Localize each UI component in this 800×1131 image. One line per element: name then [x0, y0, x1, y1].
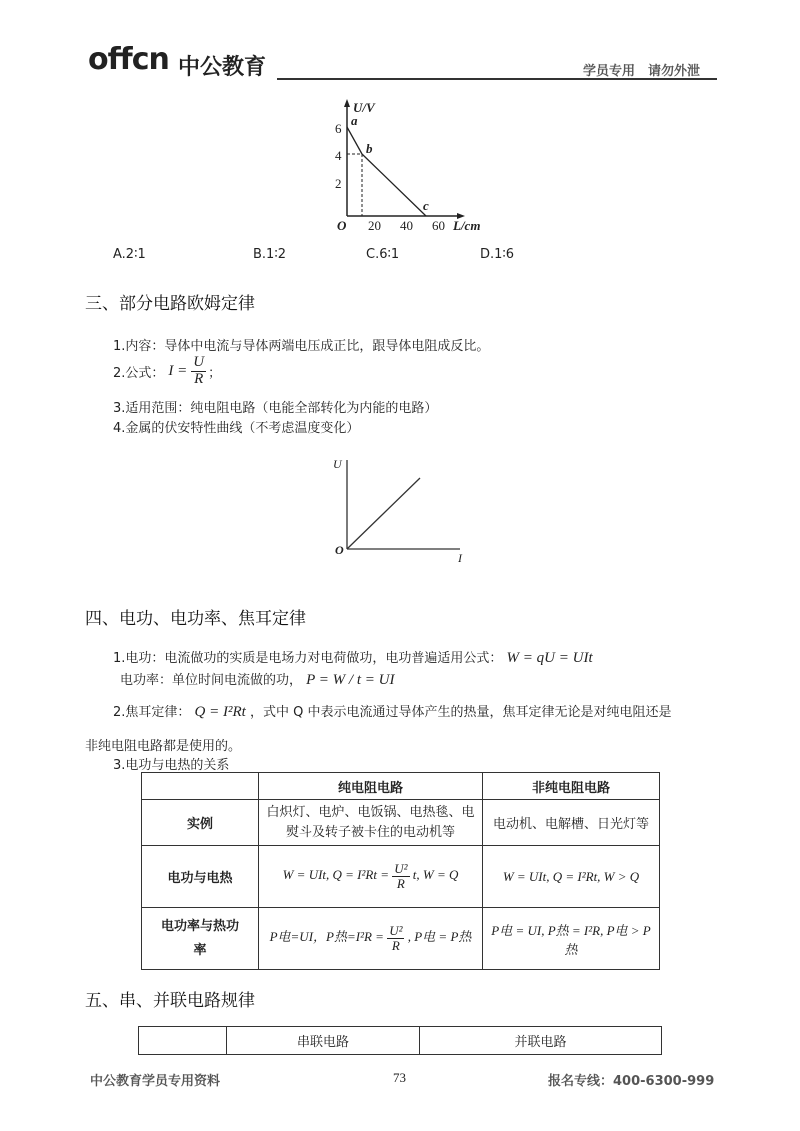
pure-wh-part1: W = UIt, Q = I²Rt = — [282, 867, 389, 883]
header — [88, 40, 718, 82]
fraction-denominator: R — [194, 370, 204, 387]
table-header-nonpure: 非纯电阻电路 — [483, 773, 660, 800]
y-axis-label: U/V — [353, 100, 375, 115]
cell-pure-work-heat — [259, 846, 483, 908]
table-header-parallel: 并联电路 — [420, 1027, 662, 1055]
page-number: 73 — [393, 1070, 406, 1085]
x-tick-60: 60 — [432, 218, 445, 233]
point-c-label: c — [423, 198, 429, 213]
fraction-denominator: R — [391, 938, 400, 953]
section3-curve: 4.金属的伏安特性曲线（不考虑温度变化） — [113, 421, 360, 436]
y-axis-label: U — [333, 457, 342, 471]
origin-label: O — [337, 218, 347, 233]
pure-wh-fraction — [392, 862, 409, 890]
row-head-examples: 实例 — [142, 800, 259, 846]
section3-scope: 3.适用范围：纯电阻电路（电能全部转化为内能的电路） — [113, 401, 438, 416]
y-tick-2: 2 — [335, 176, 342, 191]
line-ab — [347, 127, 362, 154]
point-a-label: a — [351, 113, 358, 128]
formula-prefix: 2.公式： — [113, 365, 165, 381]
section4-title: 四、电功、电功率、焦耳定律 — [85, 609, 306, 629]
section3-title: 三、部分电路欧姆定律 — [85, 294, 255, 314]
fraction-numerator: U² — [389, 923, 403, 939]
y-tick-6: 6 — [335, 121, 342, 136]
table-header-pure: 纯电阻电路 — [259, 773, 483, 800]
iv-line — [347, 478, 420, 549]
formula-lhs: I = — [168, 362, 188, 379]
table-header-row — [142, 773, 660, 800]
power-text: 电功率：单位时间电流做的功， — [120, 673, 303, 688]
section3-content: 1.内容：导体中电流与导体两端电压成正比，跟导体电阻成反比。 — [113, 339, 490, 354]
section4-joule-cont: 非纯电阻电路都是使用的。 — [85, 739, 242, 754]
joule-prefix: 2.焦耳定律： — [113, 705, 191, 720]
header-divider — [277, 78, 717, 80]
option-b: B.1∶2 — [253, 247, 286, 262]
fraction-numerator: U² — [394, 861, 408, 877]
row-head-power: 电功率与热功率 — [142, 908, 259, 970]
work-text: 1.电功：电流做功的实质是电场力对电荷做功，电功普遍适用公式： — [113, 651, 503, 666]
table-row — [142, 846, 660, 908]
formula-suffix: ； — [208, 365, 222, 381]
pure-p-fraction — [387, 924, 404, 952]
cell-nonpure-examples: 电动机、电解槽、日光灯等 — [483, 800, 660, 846]
section4-work — [113, 647, 593, 667]
option-d: D.1∶6 — [480, 247, 515, 262]
cell-pure-examples: 白炽灯、电炉、电饭锅、电热毯、电熨斗及转子被卡住的电动机等 — [259, 800, 483, 846]
option-c: C.6∶1 — [366, 247, 400, 262]
section4-relation-heading: 3.电功与电热的关系 — [113, 758, 230, 773]
footer-hotline: 报名专线：400-6300-999 — [548, 1074, 715, 1089]
table-header-blank — [142, 773, 259, 800]
series-parallel-table — [138, 1026, 662, 1055]
header-confidential: 学员专用 请勿外泄 — [583, 64, 701, 79]
u-i-graph — [330, 452, 470, 564]
joule-formula: Q = I²Rt — [194, 704, 246, 720]
table-header-row — [139, 1027, 662, 1055]
table-header-blank — [139, 1027, 227, 1055]
x-axis-label: I — [458, 551, 462, 565]
line-bc — [362, 154, 426, 216]
u-l-graph — [325, 96, 481, 238]
section4-joule — [113, 701, 671, 721]
cell-nonpure-work-heat: W = UIt, Q = I²Rt, W > Q — [483, 846, 660, 908]
cell-nonpure-power: P电 = UI, P热 = I²R, P电 > P热 — [483, 908, 660, 970]
y-tick-4: 4 — [335, 148, 342, 163]
section4-power — [120, 669, 394, 689]
point-b-label: b — [366, 141, 373, 156]
section3-formula-line — [113, 355, 221, 388]
fraction-numerator: U — [193, 354, 205, 370]
pure-wh-part2: t, W = Q — [412, 867, 459, 883]
y-axis-arrow — [344, 99, 350, 107]
work-formula: W = qU = UIt — [506, 650, 593, 666]
footer-left: 中公教育学员专用资料 — [90, 1074, 221, 1089]
table-row — [142, 908, 660, 970]
joule-suffix: ，式中 Q 中表示电流通过导体产生的热量，焦耳定律无论是对纯电阻还是 — [249, 705, 672, 720]
fraction-denominator: R — [396, 876, 405, 891]
pure-p-part1: P电=UI，P热=I²R = — [269, 929, 384, 945]
x-tick-20: 20 — [368, 218, 381, 233]
pure-p-part2: , P电 = P热 — [407, 929, 472, 945]
x-tick-40: 40 — [400, 218, 413, 233]
section5-title: 五、串、并联电路规律 — [85, 991, 255, 1011]
row-head-work-heat: 电功与电热 — [142, 846, 259, 908]
ohm-fraction — [191, 355, 206, 388]
option-a: A.2∶1 — [113, 247, 146, 262]
logo-chinese: 中公教育 — [178, 55, 267, 80]
power-formula: P = W / t = UI — [306, 672, 395, 688]
table-row — [142, 800, 660, 846]
x-axis-label: L/cm — [453, 218, 481, 233]
work-heat-table — [141, 772, 660, 970]
cell-pure-power — [259, 908, 483, 970]
logo-offcn: offcn — [88, 42, 169, 77]
origin-label: O — [335, 543, 344, 557]
table-header-series: 串联电路 — [227, 1027, 420, 1055]
